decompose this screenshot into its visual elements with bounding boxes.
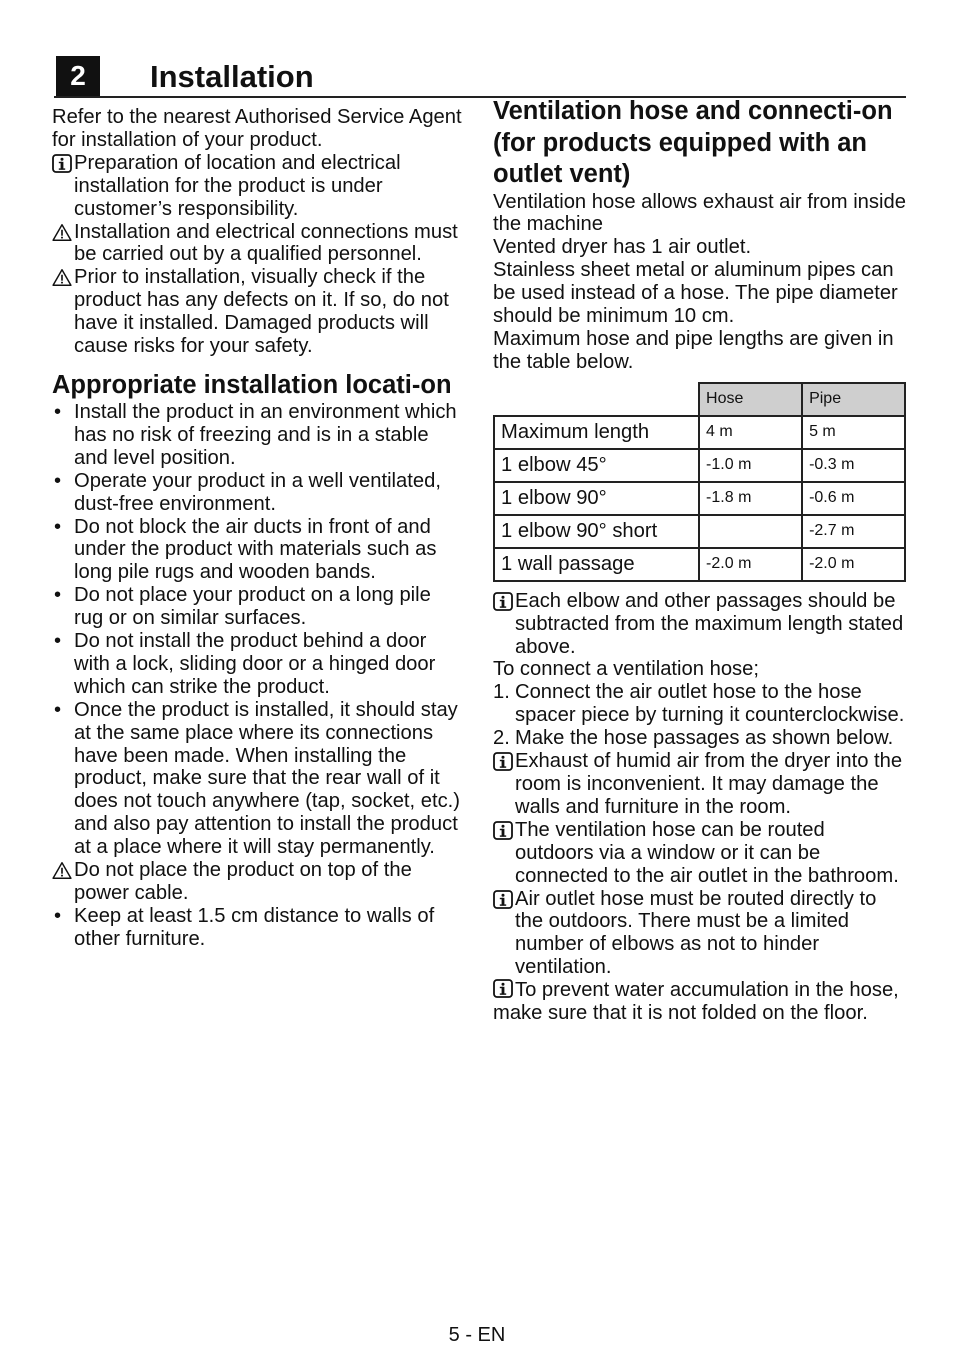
connect-steps: [493, 681, 906, 750]
note-text: To prevent water accumulation in the hose, make sure that it is not folded on the floor.: [493, 979, 899, 1025]
note-text: Air outlet hose must be routed directly to the outdoors. There must be a limited number of elbows as not to hinder ventilation.: [515, 887, 877, 979]
row-label: 1 elbow 90°: [494, 482, 699, 515]
note-text: Exhaust of humid air from the dryer into the room is inconvenient. It may damage the walls and furniture in the room.: [515, 750, 903, 818]
column-header-hose: Hose: [699, 383, 802, 416]
column-header-pipe: Pipe: [802, 383, 905, 416]
note-power-cable: [52, 859, 462, 905]
left-column: [52, 106, 462, 951]
info-icon: [493, 979, 513, 998]
info-icon: [493, 592, 513, 611]
pipe-value: -2.7 m: [802, 515, 905, 548]
note-qualified-personnel: [52, 221, 462, 267]
list-item: [493, 681, 906, 727]
hose-value: [699, 515, 802, 548]
list-item: • Operate your product in a well ventilated, dust-free environment.: [52, 470, 462, 516]
list-item: • Once the product is installed, it should stay at the same place where its connections have been made. When installing the product, make sure that the rear wall of it does not touch anywhere (tap, socket, etc.) and also pay attention to install the product at a place where it will stay permanently.: [52, 699, 462, 859]
note-text: Prior to installation, visually check if the product has any defects on it. If so, do not have it installed. Damaged products will cause risks for your safety.: [74, 266, 449, 358]
info-icon: [493, 752, 513, 771]
table-corner-cell: [494, 383, 699, 416]
note-text: Each elbow and other passages should be subtracted from the maximum length stated above.: [515, 589, 904, 658]
row-label: 1 elbow 90° short: [494, 515, 699, 548]
warning-icon: [52, 268, 72, 287]
connect-intro: To connect a ventilation hose;: [493, 658, 759, 681]
table-row: [494, 416, 905, 449]
list-item: • Keep at least 1.5 cm distance to walls of other furniture.: [52, 905, 462, 951]
warning-icon: [52, 861, 72, 880]
list-item: [493, 727, 906, 750]
note-routing-window: [493, 819, 906, 888]
paragraph: Maximum hose and pipe lengths are given in the table below.: [493, 327, 894, 373]
pipe-value: -2.0 m: [802, 548, 905, 581]
row-label: 1 wall passage: [494, 548, 699, 581]
step-number: 1.: [493, 681, 510, 704]
paragraph: Stainless sheet metal or aluminum pipes can be used instead of a hose. The pipe diameter should be minimum 10 cm.: [493, 259, 898, 328]
ventilation-heading: Ventilation hose and connecti-on (for products equipped with an outlet vent): [493, 97, 893, 188]
row-label: Maximum length: [494, 416, 699, 449]
table-row: [494, 482, 905, 515]
note-text: Do not place the product on top of the power cable.: [74, 859, 412, 904]
table-row: [494, 548, 905, 581]
list-item: • Do not install the product behind a door with a lock, sliding door or a hinged door which can strike the product.: [52, 630, 462, 699]
paragraph: Ventilation hose allows exhaust air from inside the machine: [493, 190, 906, 236]
section-header: [54, 56, 906, 98]
note-outdoors: [493, 888, 906, 980]
table-row: [494, 449, 905, 482]
section-title: Installation: [150, 59, 314, 94]
step-text: Connect the air outlet hose to the hose spacer piece by turning it counterclockwise.: [515, 681, 905, 727]
intro-paragraph: Refer to the nearest Authorised Service Agent for installation of your product.: [52, 106, 462, 151]
location-bullet-list: [52, 401, 462, 859]
page-number: 5 - EN: [448, 1324, 506, 1346]
list-item: • Do not place your product on a long pile rug or on similar surfaces.: [52, 584, 462, 630]
note-water-accumulation: [493, 979, 906, 1025]
note-elbow-subtract: [493, 590, 906, 659]
note-text: The ventilation hose can be routed outdoors via a window or it can be connected to the air outlet in the bathroom.: [515, 818, 899, 887]
hose-value: -1.8 m: [699, 482, 802, 515]
step-text: Make the hose passages as shown below.: [515, 727, 894, 750]
info-icon: [52, 154, 72, 173]
note-visual-check: [52, 266, 462, 358]
table-row: [494, 515, 905, 548]
info-icon: [493, 890, 513, 909]
info-icon: [493, 821, 513, 840]
pipe-value: 5 m: [802, 416, 905, 449]
distance-bullet-list: [52, 905, 462, 951]
row-label: 1 elbow 45°: [494, 449, 699, 482]
note-humid-air: [493, 750, 906, 819]
table-header-row: [494, 383, 905, 416]
step-number: 2.: [493, 727, 510, 750]
note-text: Installation and electrical connections must be carried out by a qualified personnel.: [74, 220, 458, 266]
section-number: 2: [56, 56, 100, 96]
location-heading: Appropriate installation locati-on: [52, 370, 452, 399]
hose-value: 4 m: [699, 416, 802, 449]
list-item: • Do not block the air ducts in front of and under the product with materials such as long pile rugs and wooden bands.: [52, 516, 462, 585]
note-preparation: [52, 152, 462, 221]
right-column: [493, 96, 906, 1025]
warning-icon: [52, 223, 72, 242]
paragraph: Vented dryer has 1 air outlet.: [493, 236, 752, 259]
hose-value: -1.0 m: [699, 449, 802, 482]
note-text: Preparation of location and electrical installation for the product is under customer’s responsibility.: [74, 151, 401, 220]
length-table: [493, 382, 906, 582]
pipe-value: -0.3 m: [802, 449, 905, 482]
hose-value: -2.0 m: [699, 548, 802, 581]
list-item: • Install the product in an environment which has no risk of freezing and is in a stable and level position.: [52, 401, 462, 470]
pipe-value: -0.6 m: [802, 482, 905, 515]
